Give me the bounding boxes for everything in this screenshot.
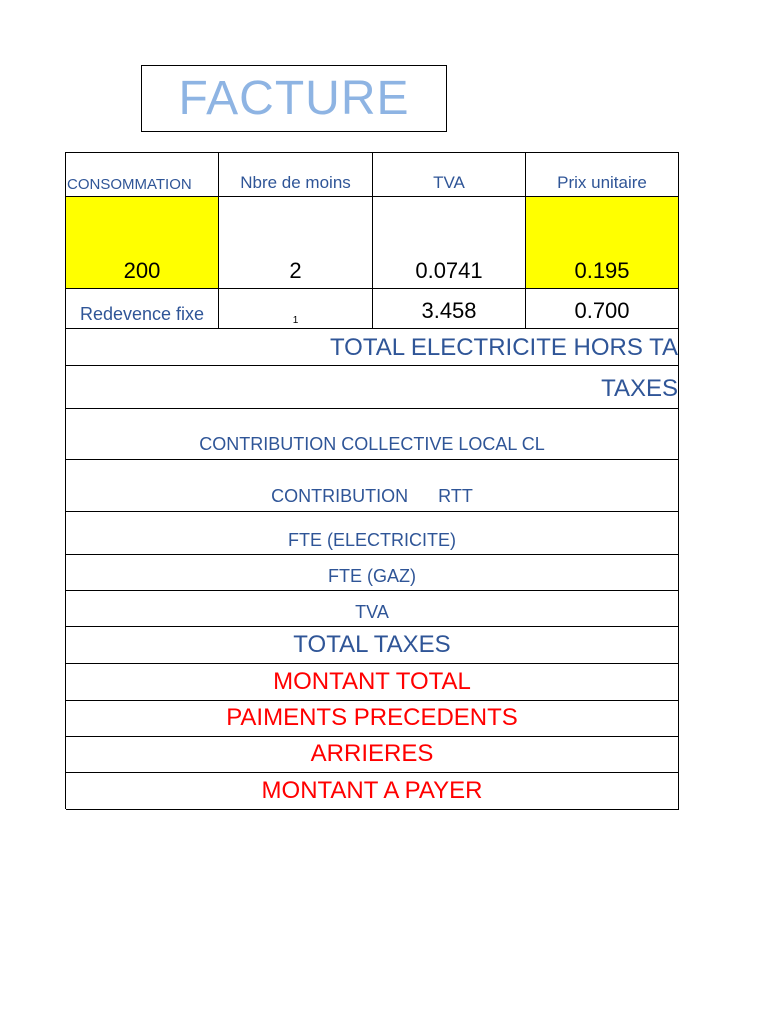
redevance-label: Redevence fixe bbox=[66, 289, 219, 329]
total-hors-taxe-label: TOTAL ELECTRICITE HORS TA bbox=[66, 329, 679, 366]
value-prix-unitaire[interactable]: 0.195 bbox=[526, 197, 679, 289]
tva-label: TVA bbox=[66, 591, 679, 627]
montant-a-payer-label: MONTANT A PAYER bbox=[66, 773, 679, 810]
redevance-count[interactable]: 1 bbox=[219, 289, 373, 329]
invoice-table bbox=[65, 152, 679, 809]
arrieres-label: ARRIERES bbox=[66, 737, 679, 773]
fte-electricite-label: FTE (ELECTRICITE) bbox=[66, 512, 679, 555]
fte-gaz-label: FTE (GAZ) bbox=[66, 555, 679, 591]
taxes-label: TAXES bbox=[66, 366, 679, 409]
value-nbre-mois[interactable]: 2 bbox=[219, 197, 373, 289]
header-tva: TVA bbox=[373, 153, 526, 197]
total-taxes-label: TOTAL TAXES bbox=[66, 627, 679, 664]
montant-total-label: MONTANT TOTAL bbox=[66, 664, 679, 701]
redevance-tva[interactable]: 3.458 bbox=[373, 289, 526, 329]
contribution-cl-label: CONTRIBUTION COLLECTIVE LOCAL CL bbox=[66, 409, 679, 460]
header-prix-unitaire: Prix unitaire bbox=[526, 153, 679, 197]
invoice-title: FACTURE bbox=[141, 65, 447, 132]
value-consommation[interactable]: 200 bbox=[66, 197, 219, 289]
paiments-precedents-label: PAIMENTS PRECEDENTS bbox=[66, 701, 679, 737]
contribution-rtt-label: CONTRIBUTION RTT bbox=[66, 460, 679, 512]
redevance-prix[interactable]: 0.700 bbox=[526, 289, 679, 329]
header-consommation: CONSOMMATION bbox=[66, 153, 219, 197]
header-nbre-mois: Nbre de moins bbox=[219, 153, 373, 197]
value-tva[interactable]: 0.0741 bbox=[373, 197, 526, 289]
